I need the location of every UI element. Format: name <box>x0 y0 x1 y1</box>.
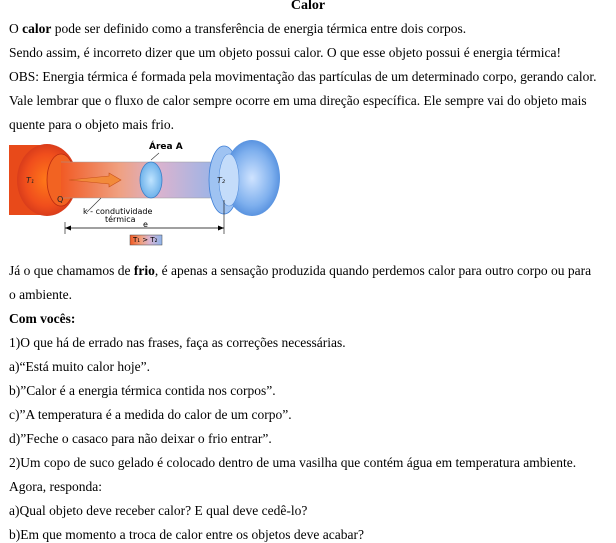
intro-line-3: OBS: Energia térmica é formada pela movimentação das partículas de um determinado corpo, gerando calor. <box>9 69 597 84</box>
intro-text: pode ser definido como a transferência de energia térmica entre dois corpos. <box>51 21 467 36</box>
q-label: Q <box>57 195 64 204</box>
frio-line-1 <box>9 263 591 279</box>
page-title: Calor <box>290 0 326 13</box>
bold-term-frio: frio <box>133 263 155 278</box>
intro-line-2: Sendo assim, é incorreto dizer que um objeto possui calor. O que esse objeto possui é energia térmica! <box>9 45 561 60</box>
question-1: 1)O que há de errado nas frases, faça as correções necessárias. <box>9 335 346 350</box>
frio-text: Já o que chamamos de <box>9 263 134 278</box>
question-1b: b)”Calor é a energia térmica contida nos corpos”. <box>9 383 276 398</box>
intro-line-4: Vale lembrar que o fluxo de calor sempre ocorre em uma direção específica. Ele sempre vai do objeto mais <box>9 93 587 108</box>
question-2b: b)Em que momento a troca de calor entre os objetos deve acabar? <box>9 527 364 542</box>
question-2: 2)Um copo de suco gelado é colocado dentro de uma vasilha que contém água em temperatura ambiente. <box>9 455 577 470</box>
frio-line-2: o ambiente. <box>9 287 72 302</box>
t2-label: T₂ <box>217 176 226 185</box>
question-1c: c)”A temperatura é a medida do calor de um corpo”. <box>9 407 292 422</box>
area-a-label: Área A <box>149 142 183 152</box>
exercises-heading: Com vocês: <box>9 311 76 326</box>
question-1d: d)”Feche o casaco para não deixar o frio entrar”. <box>9 431 272 446</box>
t1-label: T₁ <box>26 176 35 185</box>
heat-conduction-figure <box>9 140 292 253</box>
bold-term-calor: calor <box>22 21 52 36</box>
temperature-relation-label: T₁ > T₂ <box>133 236 158 244</box>
intro-text: O <box>9 21 23 36</box>
question-2a: a)Qual objeto deve receber calor? E qual deve cedê-lo? <box>9 503 308 518</box>
question-2-intro: Agora, responda: <box>9 479 102 494</box>
intro-line-5: quente para o objeto mais frio. <box>9 117 174 132</box>
conductivity-label: k - condutividade <box>83 207 153 216</box>
thickness-label: e <box>143 220 148 229</box>
area-a-section <box>140 162 162 198</box>
intro-line-1 <box>9 21 466 37</box>
conductivity-label-2: térmica <box>105 215 136 224</box>
frio-text: , é apenas a sensação produzida quando perdemos calor para outro corpo ou para <box>154 263 592 278</box>
question-1a: a)“Está muito calor hoje”. <box>9 359 150 374</box>
